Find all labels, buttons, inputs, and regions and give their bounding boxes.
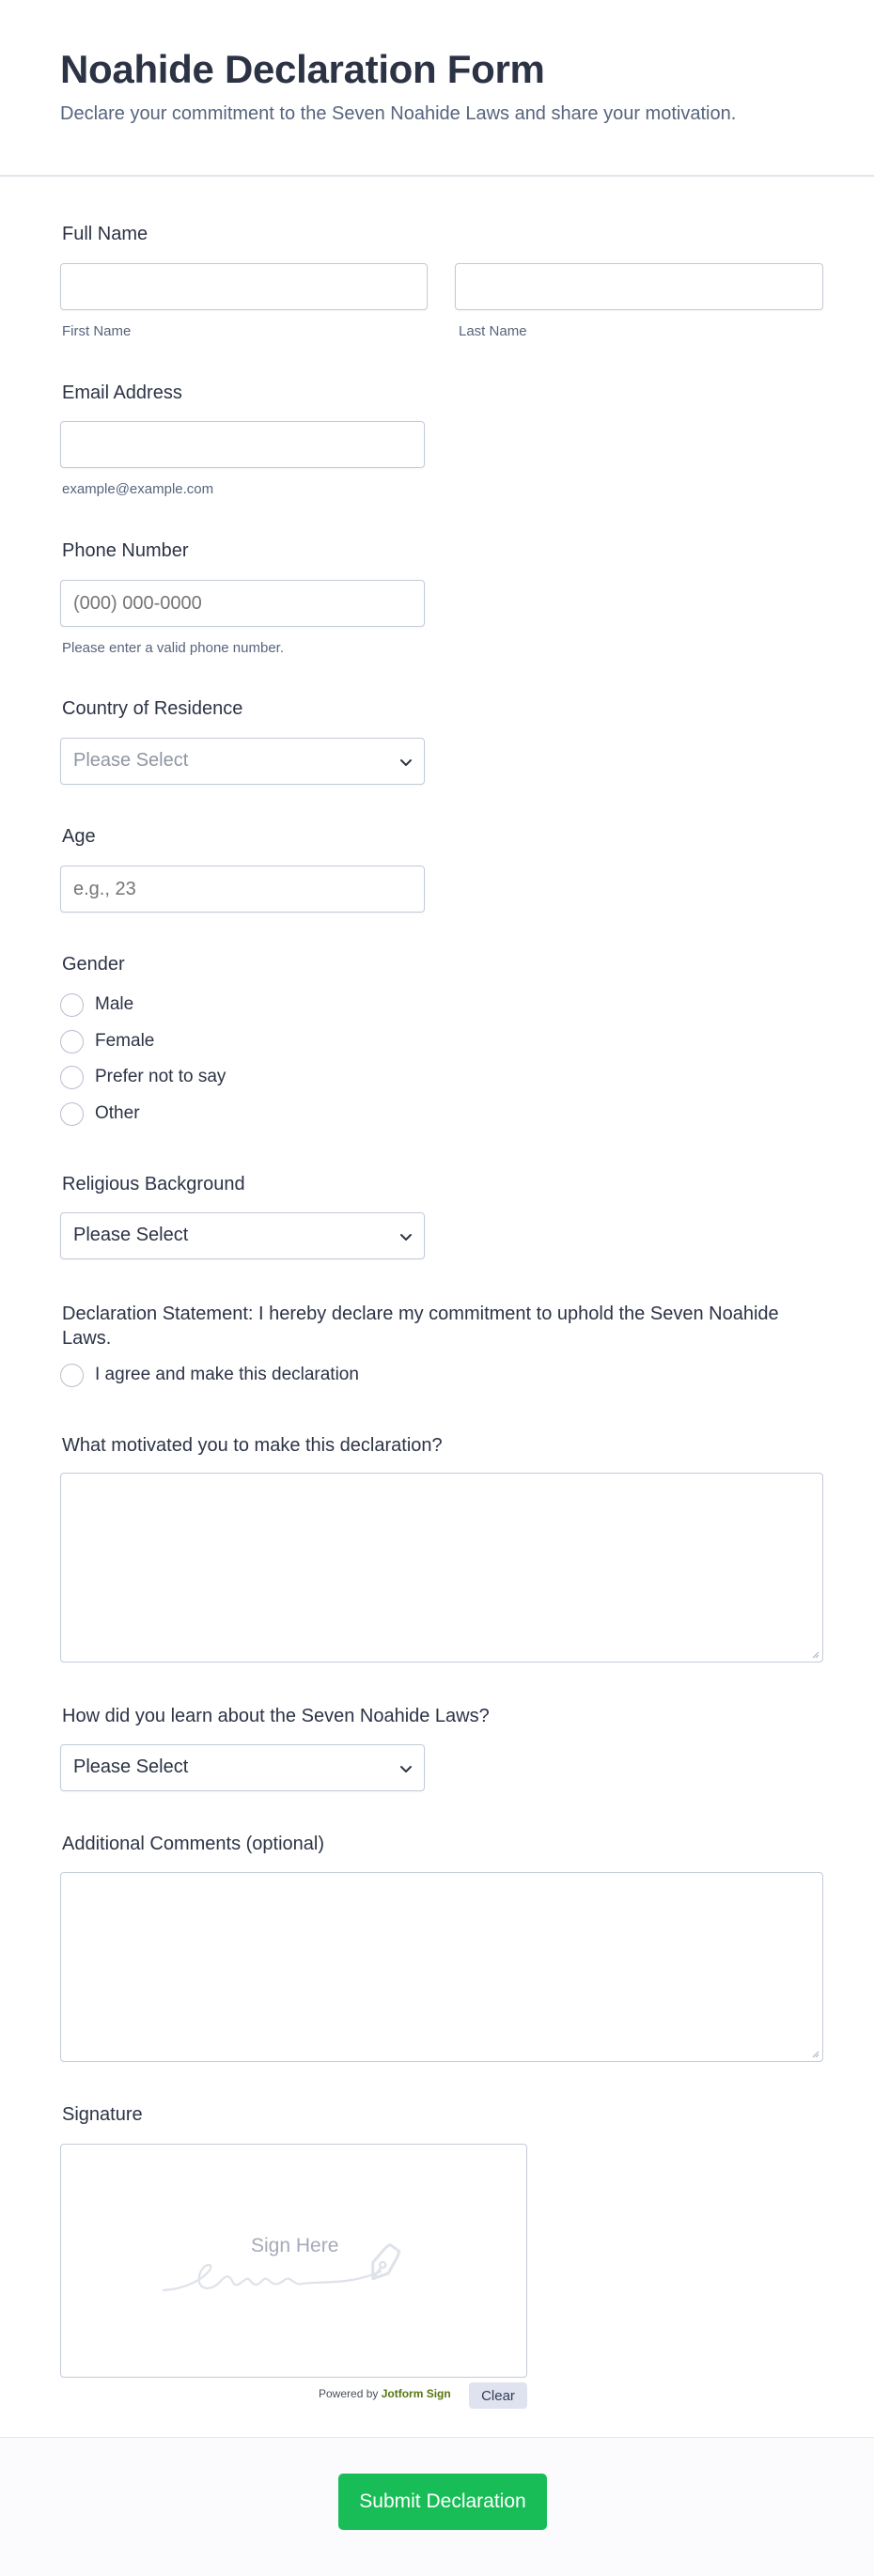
chevron-down-icon xyxy=(399,1230,413,1243)
radio-button[interactable] xyxy=(60,1030,84,1054)
radio-label: Male xyxy=(95,994,134,1014)
country-label: Country of Residence xyxy=(62,698,243,719)
learn-source-label: How did you learn about the Seven Noahide Laws? xyxy=(62,1706,490,1726)
gender-label: Gender xyxy=(62,954,125,975)
powered-by-label: Powered by xyxy=(319,2387,379,2400)
radio-button[interactable] xyxy=(60,1364,84,1387)
declaration-label: Declaration Statement: I hereby declare my commitment to uphold the Seven Noahide Laws. xyxy=(62,1304,779,1349)
motivation-label: What motivated you to make this declaration? xyxy=(62,1435,443,1456)
phone-input[interactable] xyxy=(60,580,425,627)
phone-label: Phone Number xyxy=(62,540,189,561)
radio-button[interactable] xyxy=(60,1066,84,1089)
signature-scribble-icon xyxy=(160,2234,432,2300)
page-title: Noahide Declaration Form xyxy=(60,47,545,91)
form-footer xyxy=(0,2437,874,2576)
email-label: Email Address xyxy=(62,382,182,403)
submit-button[interactable]: Submit Declaration xyxy=(338,2474,547,2530)
clear-signature-button[interactable]: Clear xyxy=(469,2382,527,2409)
chevron-down-icon xyxy=(399,1762,413,1775)
motivation-textarea[interactable] xyxy=(60,1473,823,1663)
email-field[interactable] xyxy=(60,421,425,468)
full-name-label: Full Name xyxy=(62,224,148,244)
learn-source-select[interactable] xyxy=(60,1744,425,1791)
comments-textarea[interactable] xyxy=(60,1872,823,2062)
phone-sublabel: Please enter a valid phone number. xyxy=(62,640,284,656)
religious-background-label: Religious Background xyxy=(62,1174,245,1194)
powered-by-text xyxy=(319,2387,451,2400)
comments-label: Additional Comments (optional) xyxy=(62,1834,325,1854)
jotform-sign-brand[interactable]: Jotform Sign xyxy=(381,2387,451,2400)
last-name-sublabel: Last Name xyxy=(459,323,527,339)
signature-label: Signature xyxy=(62,2104,143,2125)
last-name-input[interactable] xyxy=(455,263,823,310)
learn-source-select-value: Please Select xyxy=(73,1756,189,1777)
chevron-down-icon xyxy=(399,756,413,769)
radio-label: I agree and make this declaration xyxy=(95,1365,359,1384)
country-select-value: Please Select xyxy=(73,750,189,771)
signature-pad[interactable] xyxy=(60,2144,527,2378)
resize-handle-icon[interactable] xyxy=(810,1649,819,1659)
religious-background-select-value: Please Select xyxy=(73,1225,189,1245)
country-select[interactable] xyxy=(60,738,425,785)
age-label: Age xyxy=(62,826,96,847)
radio-label: Prefer not to say xyxy=(95,1067,226,1086)
page-subtitle: Declare your commitment to the Seven Noahide Laws and share your motivation. xyxy=(60,103,737,124)
first-name-input[interactable] xyxy=(60,263,428,310)
signature-placeholder: Sign Here xyxy=(251,2235,339,2256)
religious-background-select[interactable] xyxy=(60,1212,425,1259)
resize-handle-icon[interactable] xyxy=(810,2049,819,2058)
radio-button[interactable] xyxy=(60,993,84,1017)
radio-button[interactable] xyxy=(60,1102,84,1126)
radio-label: Other xyxy=(95,1103,140,1123)
form-header xyxy=(0,0,874,177)
age-input[interactable] xyxy=(60,866,425,913)
first-name-sublabel: First Name xyxy=(62,323,132,339)
email-sublabel: example@example.com xyxy=(62,481,214,497)
radio-label: Female xyxy=(95,1031,155,1051)
